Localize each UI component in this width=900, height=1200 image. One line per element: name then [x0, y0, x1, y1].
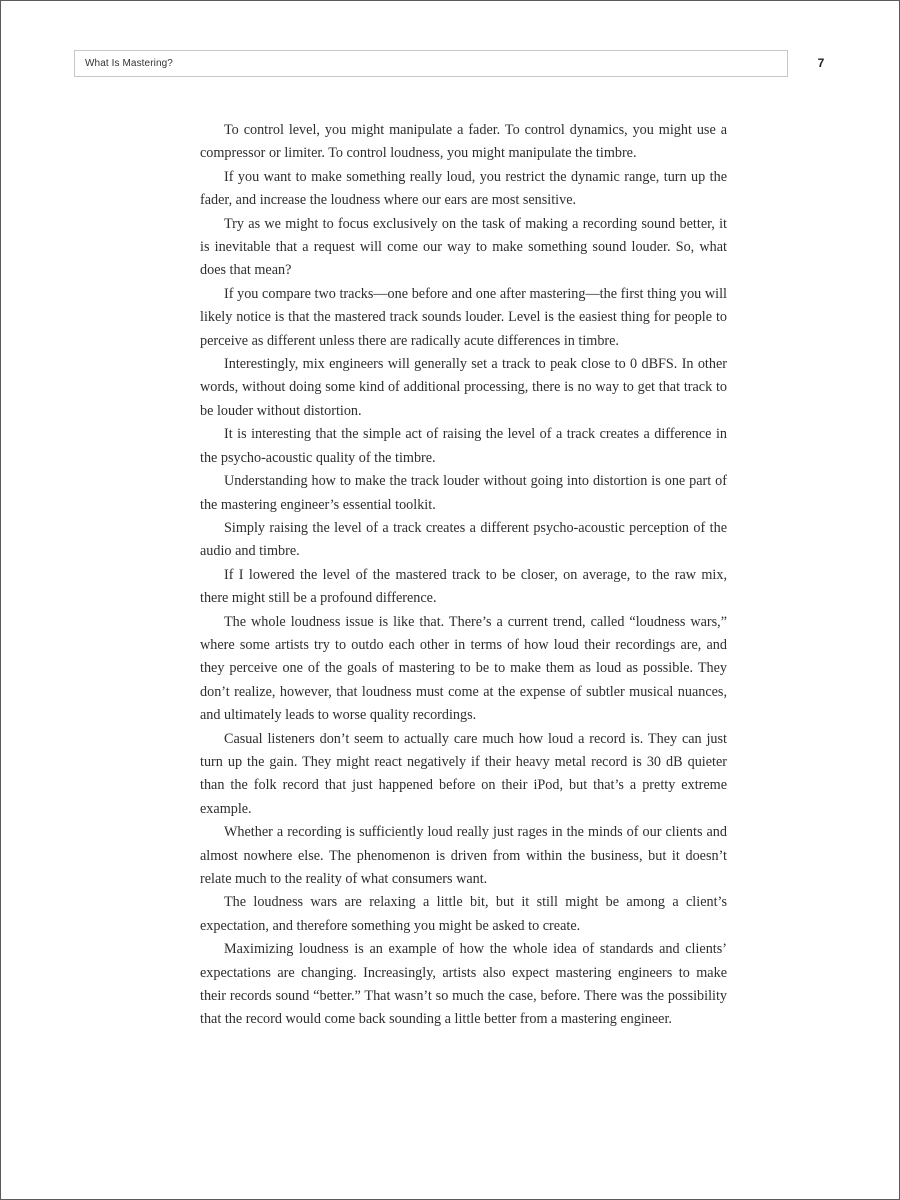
paragraph: It is interesting that the simple act of raising the level of a track creates a difference in the psycho-acoustic quality of the timbre.: [200, 426, 727, 466]
paragraph: If I lowered the level of the mastered track to be closer, on average, to the raw mix, there might still be a profound difference.: [200, 566, 727, 607]
page-number: 7: [817, 56, 825, 70]
paragraph: If you want to make something really loud, you restrict the dynamic range, turn up the fader, and increase the loudness where our ears are most sensitive.: [200, 168, 727, 209]
paragraph: Interestingly, mix engineers will generally set a track to peak close to 0 dBFS. In other words, without doing some kind of additional processing, there is no way to get that track to be louder without distortion.: [200, 356, 727, 419]
paragraph: Understanding how to make the track louder without going into distortion is one part of the mastering engineer’s essential toolkit.: [200, 473, 727, 513]
paragraph: Simply raising the level of a track creates a different psycho-acoustic perception of the audio and timbre.: [200, 519, 727, 560]
paragraph: If you compare two tracks—one before and one after mastering—the first thing you will likely notice is that the mastered track sounds louder. Level is the easiest thing for people to perceive as different unless there are radically acute differences in timbre.: [200, 285, 727, 349]
body-text: [200, 119, 727, 1032]
running-head: [74, 50, 788, 77]
paragraph: To control level, you might manipulate a fader. To control dynamics, you might use a compressor or limiter. To control loudness, you might manipulate the timbre.: [200, 122, 727, 162]
paragraph: Whether a recording is sufficiently loud really just rages in the minds of our clients and almost nowhere else. The phenomenon is driven from within the business, but it doesn’t relate much to the reality of what consumers want.: [200, 824, 727, 887]
running-head-title: What Is Mastering?: [85, 58, 173, 69]
paragraph: The loudness wars are relaxing a little bit, but it still might be among a client’s expectation, and therefore something you might be asked to create.: [200, 894, 727, 934]
paragraph: Casual listeners don’t seem to actually care much how loud a record is. They can just turn up the gain. They might react negatively if their heavy metal record is 30 dB quieter than the folk record that just happened before on their iPod, but that’s a pretty extreme example.: [200, 730, 727, 817]
paragraph: Maximizing loudness is an example of how the whole idea of standards and clients’ expectations are changing. Increasingly, artists also expect mastering engineers to make their records sound “better.” That wasn’t so much the case, before. There was the possibility that the record would come back sounding a little better from a mastering engineer.: [200, 941, 727, 1028]
paragraph: Try as we might to focus exclusively on the task of making a recording sound better, it is inevitable that a request will come our way to make something sound louder. So, what does that mean?: [200, 215, 727, 279]
paragraph: The whole loudness issue is like that. There’s a current trend, called “loudness wars,” where some artists try to outdo each other in terms of how loud their recordings are, and they perceive one of the goals of mastering to be to make them as loud as possible. They don’t realize, however, that loudness must come at the expense of subtler musical nuances, and ultimately leads to worse quality recordings.: [200, 613, 727, 724]
